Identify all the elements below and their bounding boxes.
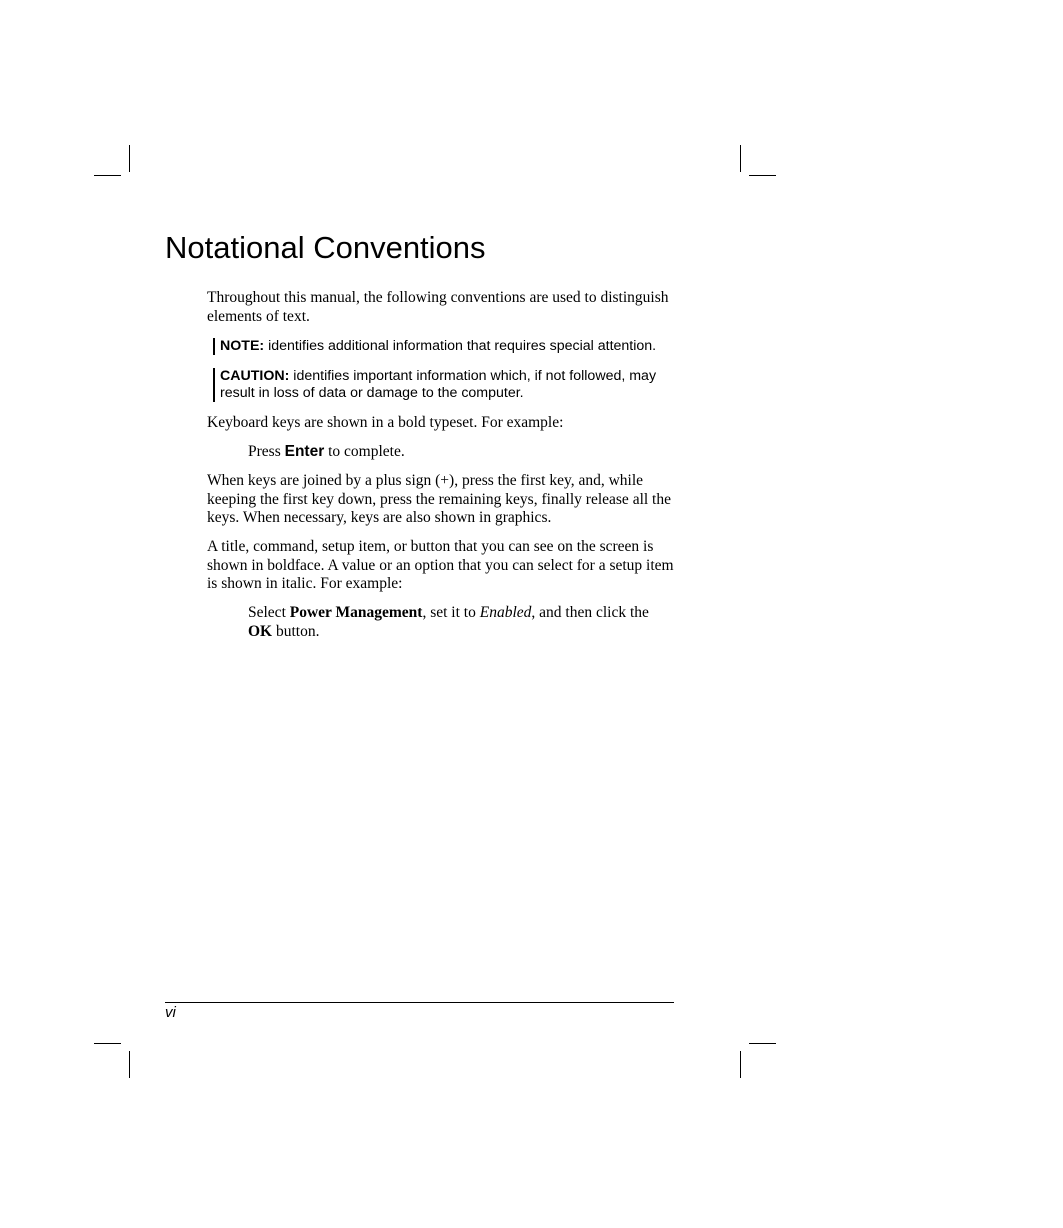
enter-key-label: Enter: [284, 443, 325, 460]
caution-callout: [213, 368, 656, 402]
example-select: [248, 604, 678, 641]
page-title: Notational Conventions: [165, 230, 486, 265]
crop-mark: [129, 145, 130, 172]
power-management-label: Power Management: [289, 604, 423, 621]
keys-paragraph: When keys are joined by a plus sign (+), press the first key, and, while keeping the first key down, press the remaining keys, finally release all the keys. When necessary, keys are also shown in graphics.: [207, 472, 671, 526]
crop-mark: [94, 1043, 121, 1044]
caution-text-line1: identifies important information which, if not followed, may: [289, 368, 657, 384]
crop-mark: [740, 1051, 741, 1078]
keyboard-paragraph: Keyboard keys are shown in a bold typeset. For example:: [207, 414, 564, 431]
note-callout: [213, 338, 656, 355]
crop-mark: [749, 1043, 776, 1044]
example-enter-pre: Press: [248, 443, 285, 460]
intro-paragraph: Throughout this manual, the following conventions are used to distinguish elements of text.: [207, 289, 669, 325]
example-enter-post: to complete.: [324, 443, 405, 460]
footer-rule: [165, 1002, 674, 1003]
example-select-mid: , set it to: [422, 604, 480, 621]
crop-mark: [749, 175, 776, 176]
page-number: vi: [165, 1004, 176, 1021]
enabled-value: Enabled: [479, 604, 532, 621]
note-text: identifies additional information that requires special attention.: [264, 338, 657, 354]
ok-label: OK: [248, 622, 273, 640]
caution-label: CAUTION:: [220, 368, 290, 384]
title-paragraph: A title, command, setup item, or button that you can see on the screen is shown in boldface. A value or an option that you can select for a setup item is shown in italic. For example:: [207, 538, 674, 592]
example-select-post: button.: [272, 622, 320, 640]
example-enter: [248, 443, 678, 462]
crop-mark: [740, 145, 741, 172]
crop-mark: [94, 175, 121, 176]
example-select-mid2: , and then click the: [531, 604, 649, 621]
crop-mark: [129, 1051, 130, 1078]
caution-text-line2: result in loss of data or damage to the computer.: [220, 385, 524, 401]
example-select-pre: Select: [248, 604, 290, 621]
note-label: NOTE:: [220, 338, 265, 354]
